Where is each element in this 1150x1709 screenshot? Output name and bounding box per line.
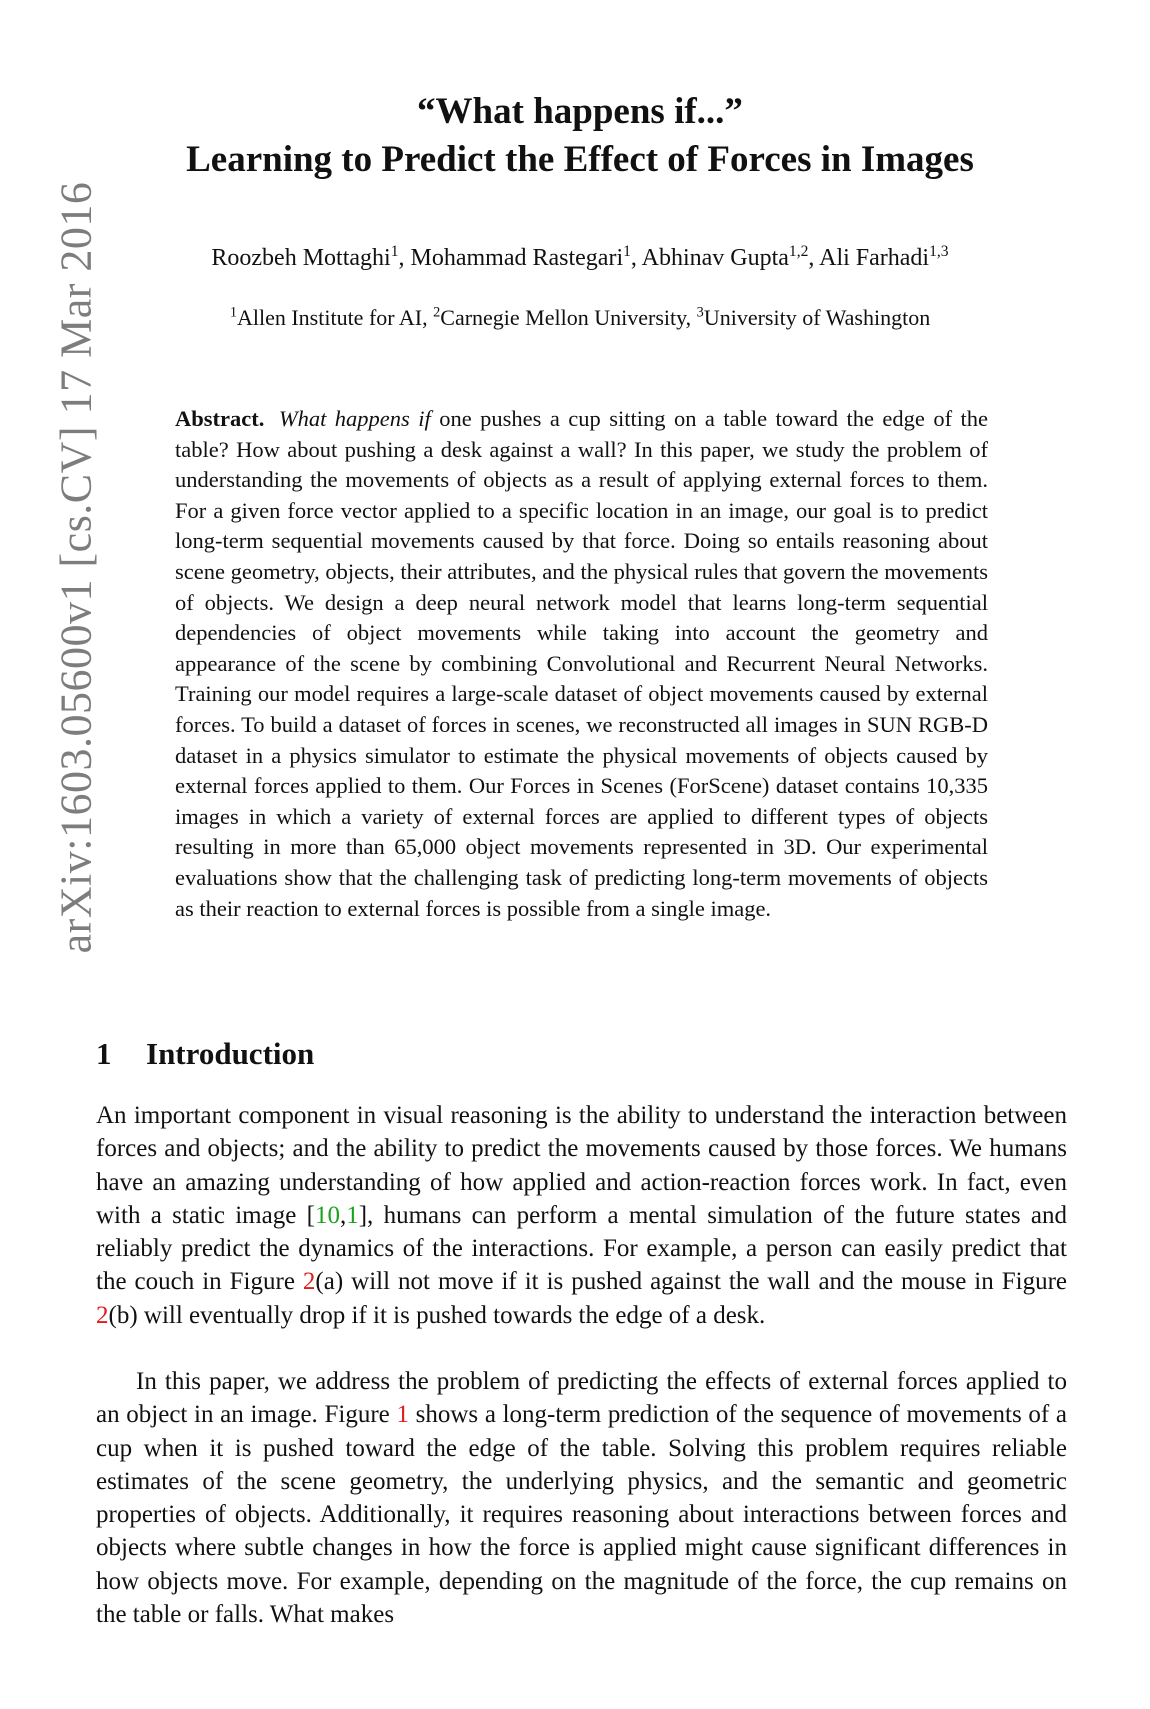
paragraph-text: shows a long-term prediction of the sequence of movements of a cup when it is pushed toward the edge of the table. Solving this problem requires reliable estimates of the scene geometry, the underlying physics, and the semantic and geometric properties of objects. Additionally, it requires reasoning about interactions between forces and objects where subtle changes in how the force is applied might cause significant differences in how objects move. For example, depending on the magnitude of the force, the cup remains on the table or falls. What makes bbox=[96, 1401, 1067, 1629]
arxiv-identifier: arXiv:1603.05600v1 [cs.CV] 17 Mar 2016 bbox=[51, 181, 101, 953]
author-affiliation-mark: 1 bbox=[390, 243, 399, 260]
abstract-lead: What happens if bbox=[278, 406, 431, 431]
author-list: Roozbeh Mottaghi$^1$, Mohammad Rastegari$^1$, Abhinav Gupta$^{1,2}$, Ali Farhadi$^{1,3}$ bbox=[211, 243, 949, 271]
citation-separator: , bbox=[339, 1201, 347, 1229]
title-line-2: Learning to Predict the Effect of Forces in Images bbox=[186, 139, 974, 180]
section-heading bbox=[96, 1036, 314, 1072]
intro-paragraph-1 bbox=[96, 1099, 1067, 1332]
abstract-label: Abstract. bbox=[175, 406, 265, 431]
affiliation-number: 2 bbox=[433, 304, 441, 321]
title-line-1: “What happens if...” bbox=[417, 91, 743, 132]
citation-link[interactable]: 10 bbox=[314, 1201, 340, 1229]
paragraph-text: An important component in visual reasoning is the ability to understand the interaction between forces and objects; and the ability to predict the movements caused by those forces. We humans have an amazing understanding of how applied and action-reaction forces work. In fact, even with a static image [ bbox=[96, 1102, 1067, 1229]
section-number: 1 bbox=[96, 1036, 112, 1071]
author-affiliation-mark: 1,2 bbox=[788, 243, 809, 260]
author-name: Mohammad Rastegari bbox=[410, 245, 624, 271]
abstract bbox=[175, 404, 988, 924]
affiliation-name: Allen Institute for AI bbox=[236, 305, 423, 330]
affiliation-number: 3 bbox=[696, 304, 704, 321]
affiliation-number: 1 bbox=[229, 304, 237, 321]
paragraph-text: (a) will not move if it is pushed against the wall and the mouse in Figure bbox=[315, 1268, 1068, 1296]
affiliation-name: University of Washington bbox=[703, 305, 931, 330]
abstract-text: one pushes a cup sitting on a table toward the edge of the table? How about pushing a desk against a wall? In this paper, we study the problem of understanding the movements of objects as a result of applying external forces to them. For a given force vector applied to a specific location in an image, our goal is to predict long-term sequential movements caused by that force. Doing so entails reasoning about scene geometry, objects, their attributes, and the physical rules that govern the movements of objects. We design a deep neural network model that learns long-term sequential dependencies of object movements while taking into account the geometry and appearance of the scene by combining Convolutional and Recurrent Neural Networks. Training our model requires a large-scale dataset of object movements caused by external forces. To build a dataset of forces in scenes, we reconstructed all images in SUN RGB-D dataset in a physics simulator to estimate the physical movements of objects caused by external forces applied to them. Our Forces in Scenes (ForScene) dataset contains 10,335 images in which a variety of external forces are applied to different types of objects resulting in more than 65,000 object movements represented in 3D. Our experimental evaluations show that the challenging task of predicting long-term movements of objects as their reaction to external forces is possible from a single image. bbox=[175, 406, 989, 921]
figure-link[interactable]: 2 bbox=[302, 1268, 316, 1296]
paragraph-text: (b) will eventually drop if it is pushed towards the edge of a desk. bbox=[108, 1301, 766, 1329]
paper-title bbox=[110, 88, 1050, 184]
author-affiliation-mark: 1 bbox=[623, 243, 631, 260]
author-affiliation-mark: 1,3 bbox=[929, 243, 949, 260]
paragraph-text: ], humans can perform a mental simulation of the future states and reliably predict the dynamics of the interactions. For example, a person can easily predict that the couch in Figure bbox=[96, 1201, 1067, 1296]
section-title: Introduction bbox=[146, 1036, 315, 1071]
author-name: Abhinav Gupta bbox=[641, 245, 789, 271]
paragraph-text: In this paper, we address the problem of predicting the effects of external forces applied to an object in an image. Figure bbox=[96, 1368, 1067, 1429]
citation-link[interactable]: 1 bbox=[346, 1201, 359, 1229]
author-name: Roozbeh Mottaghi bbox=[211, 245, 391, 271]
figure-link[interactable]: 2 bbox=[96, 1301, 109, 1329]
affiliation-name: Carnegie Mellon University bbox=[440, 305, 686, 330]
intro-paragraph-2 bbox=[96, 1365, 1067, 1631]
author-name: Ali Farhadi bbox=[819, 245, 930, 271]
figure-link[interactable]: 1 bbox=[396, 1401, 409, 1429]
arxiv-side-label bbox=[48, 72, 104, 1062]
affiliation-list: $^1$Allen Institute for AI, $^2$Carnegie Mellon University, $^3$University of Washington bbox=[229, 304, 931, 330]
